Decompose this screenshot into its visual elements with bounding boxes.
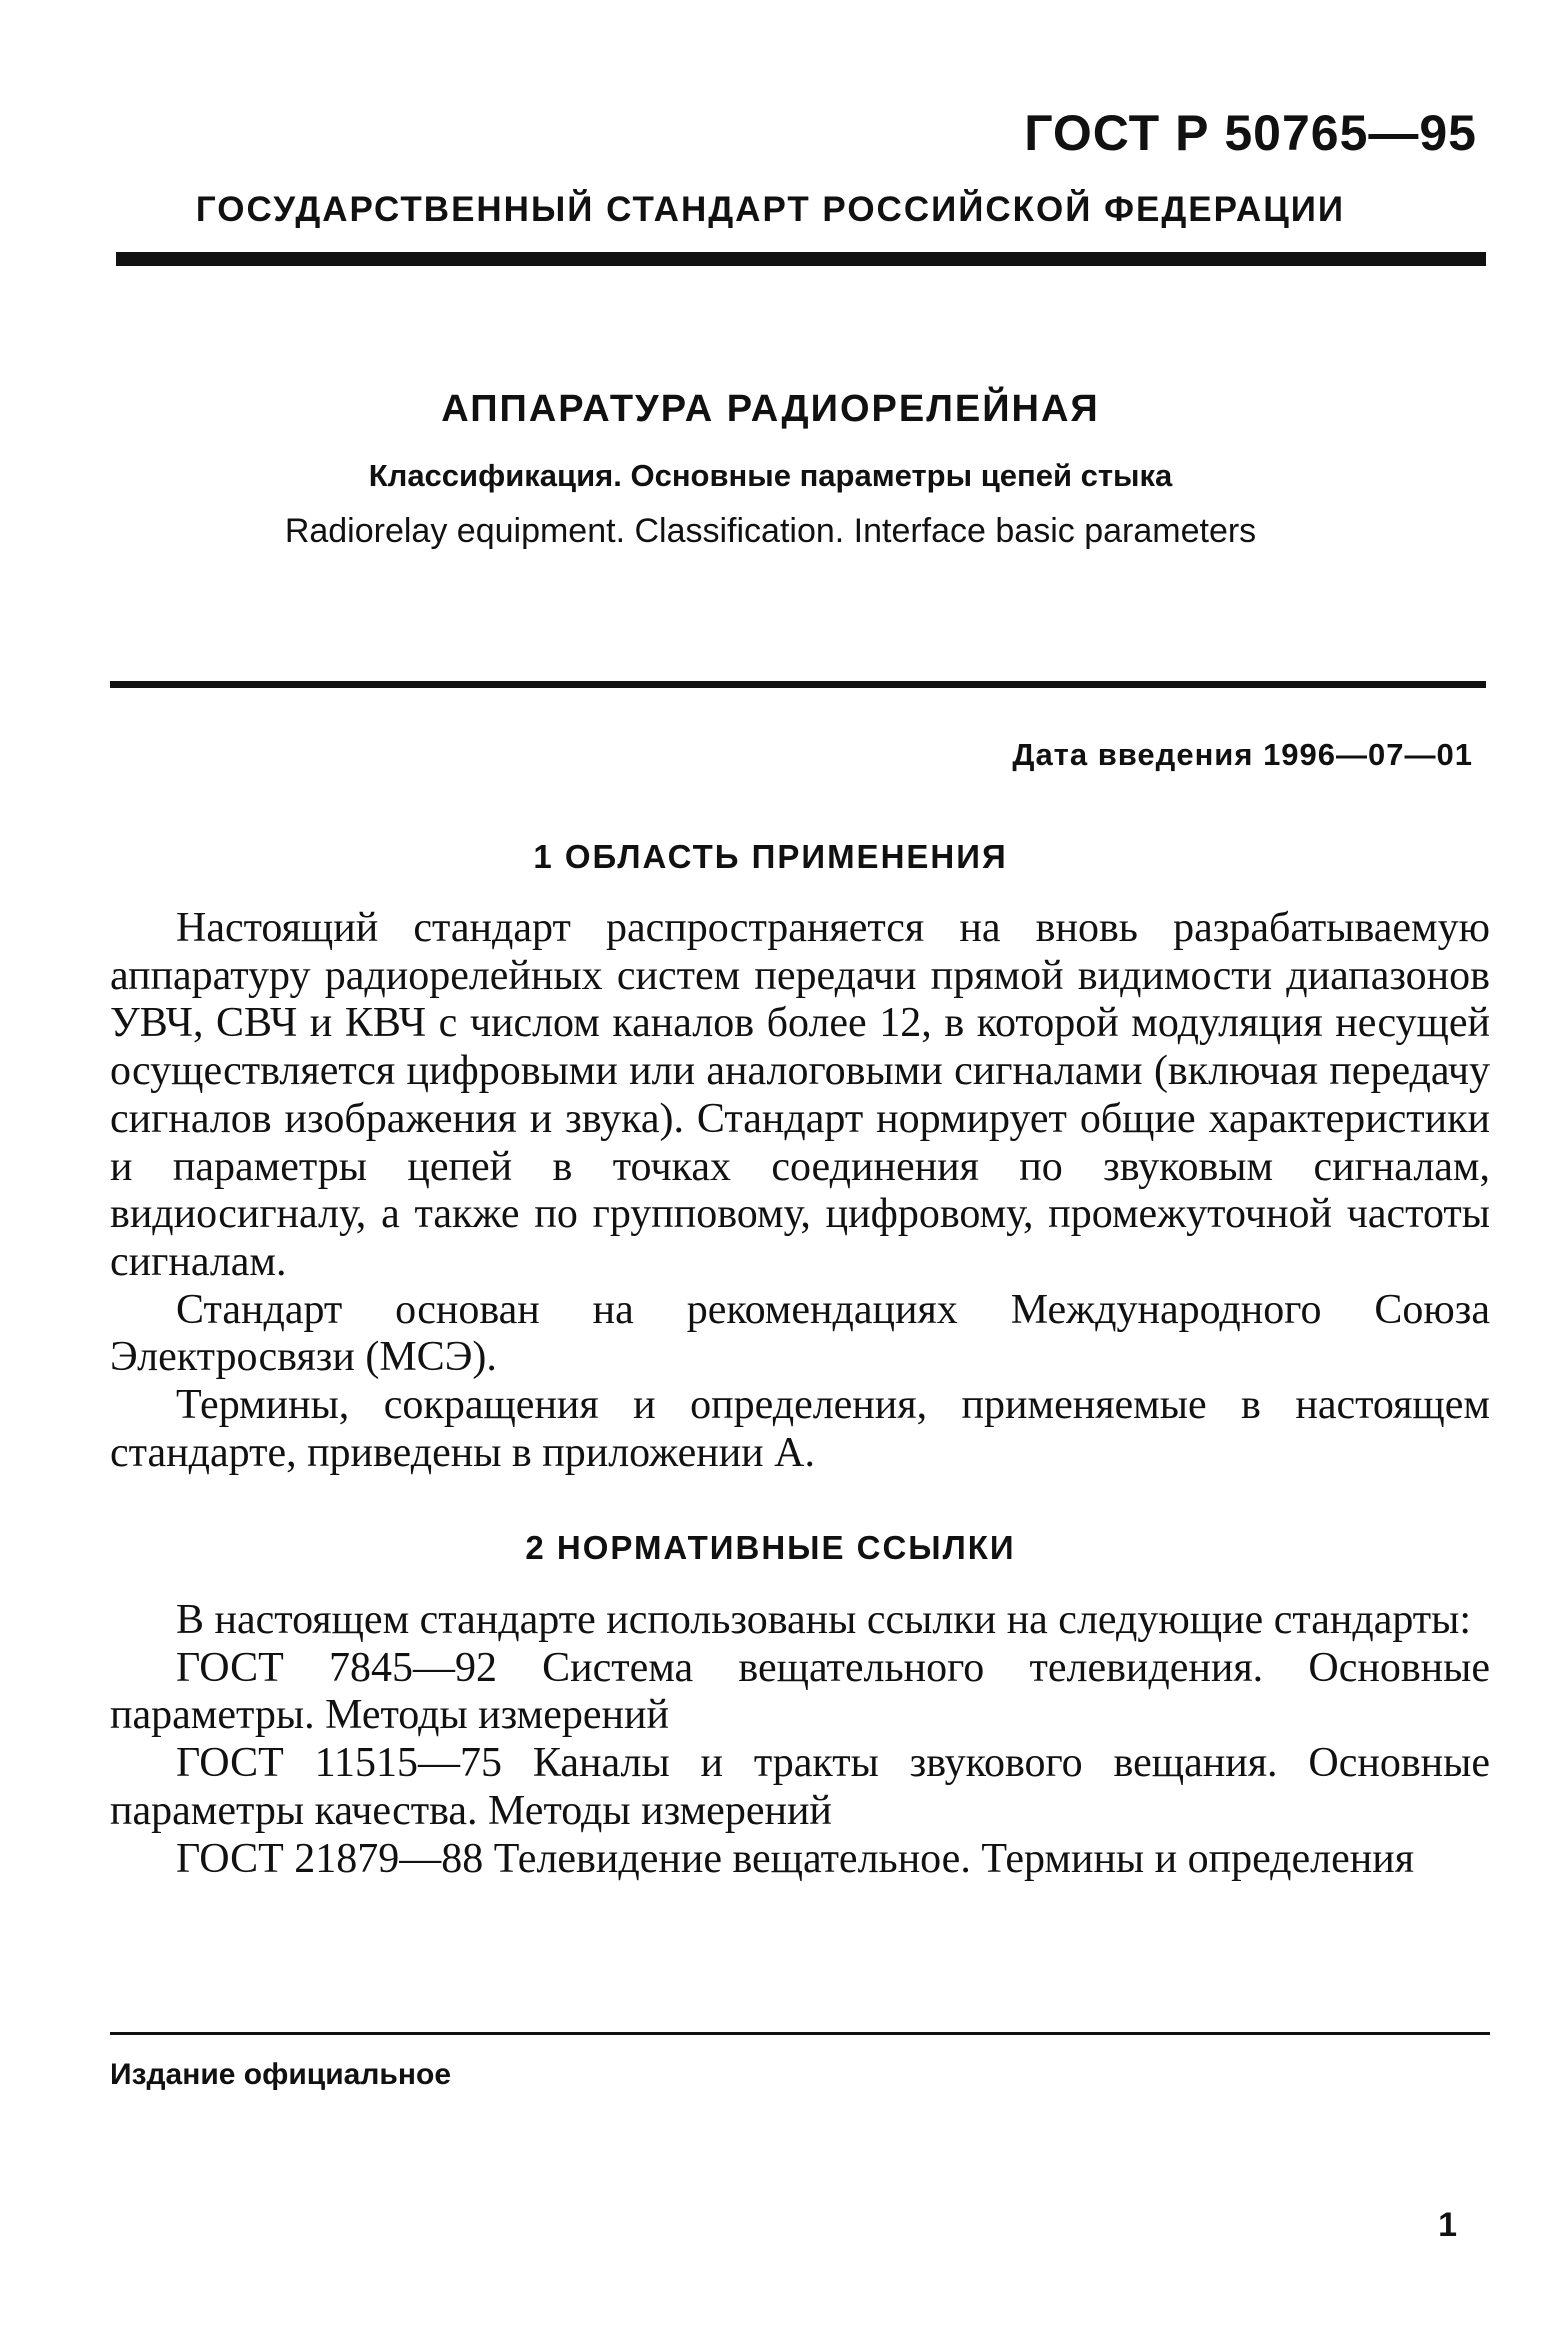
page-number: 1 — [1438, 2206, 1457, 2244]
paragraph: В настоящем стандарте использованы ссылки на следующие стандарты: — [176, 1597, 1472, 1643]
title-divider — [110, 681, 1486, 688]
document-title-english: Radiorelay equipment. Classification. Interface basic parameters — [284, 512, 1257, 550]
section-scope-body — [110, 905, 1490, 1477]
document-subtitle: Классификация. Основные параметры цепей стыка — [368, 458, 1173, 493]
paragraph: Термины, сокращения и определения, применяемые в настоящем стандарте, приведены в приложении А. — [110, 1382, 1490, 1476]
reference-item: ГОСТ 21879—88 Телевидение вещательное. Термины и определения — [176, 1835, 1415, 1882]
section-heading-scope: 1 ОБЛАСТЬ ПРИМЕНЕНИЯ — [533, 838, 1008, 875]
reference-item: ГОСТ 11515—75 Каналы и тракты звукового вещания. Основные параметры качества. Методы измерений — [110, 1740, 1490, 1834]
state-standard-header: ГОСУДАРСТВЕННЫЙ СТАНДАРТ РОССИЙСКОЙ ФЕДЕРАЦИИ — [195, 190, 1346, 229]
document-title: АППАРАТУРА РАДИОРЕЛЕЙНАЯ — [441, 388, 1100, 430]
edition-note: Издание официальное — [110, 2058, 452, 2091]
introduction-date: Дата введения 1996—07—01 — [1012, 737, 1473, 772]
section-heading-references: 2 НОРМАТИВНЫЕ ССЫЛКИ — [525, 1529, 1016, 1566]
header-divider — [116, 252, 1486, 266]
reference-item: ГОСТ 7845—92 Система вещательного телевидения. Основные параметры. Методы измерений — [110, 1644, 1490, 1739]
paragraph: Стандарт основан на рекомендациях Международного Союза Электросвязи (МСЭ). — [110, 1286, 1490, 1381]
footer-divider — [110, 2032, 1490, 2035]
section-references-body — [110, 1597, 1490, 1883]
gost-number: ГОСТ Р 50765—95 — [1024, 105, 1477, 161]
paragraph: Настоящий стандарт распространяется на вновь разрабатываемую аппаратуру радиорелейных систем передачи прямой видимости диапазонов УВЧ, СВЧ и КВЧ с числом каналов более 12, в которой модуляция несущей осуществляется цифровыми или аналоговыми сигналами (включая передачу сигналов изображения и звука). Стандарт нормирует общие характеристики и параметры цепей в точках соединения по звуковым сигналам, видиосигналу, а также по групповому, цифровому, промежуточной частоты сигналам. — [110, 905, 1490, 1285]
